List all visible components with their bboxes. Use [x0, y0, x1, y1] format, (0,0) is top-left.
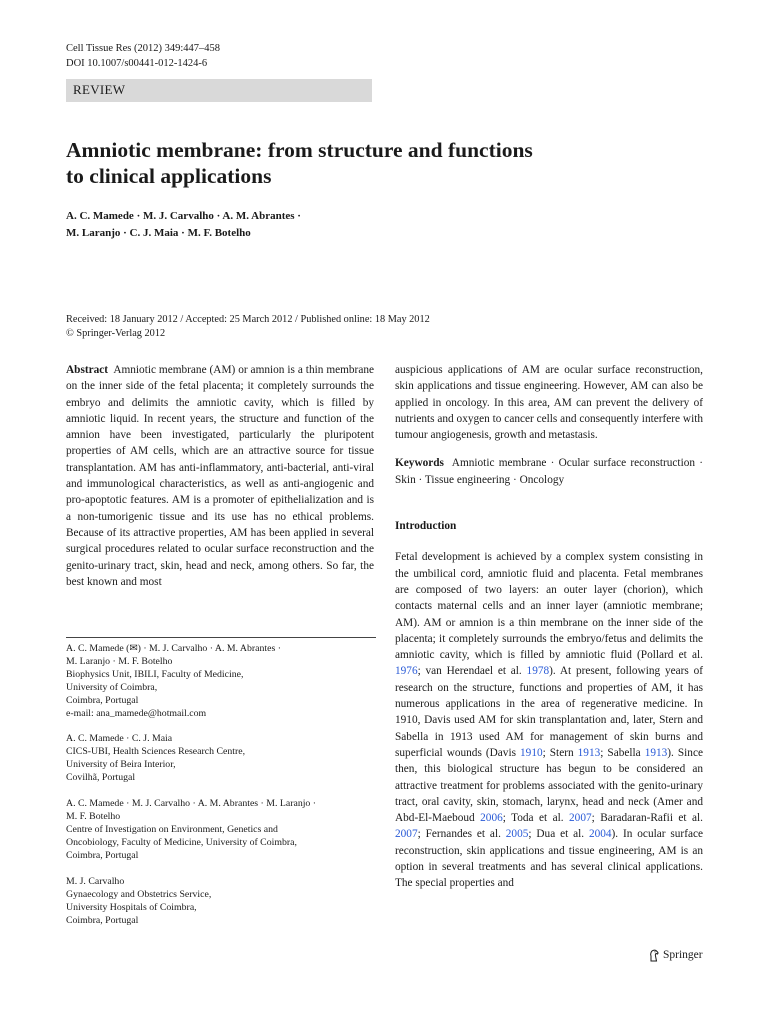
author-line[interactable]: M. Laranjo · C. J. Maia · M. F. Botelho — [66, 227, 251, 239]
citation-link[interactable]: 1913 — [644, 746, 668, 759]
citation-link[interactable]: 1910 — [520, 746, 543, 759]
title-line: to clinical applications — [66, 164, 272, 188]
body-text: ; Baradaran-Rafii et al. — [591, 812, 703, 825]
journal-citation: Cell Tissue Res (2012) 349:447–458 — [66, 43, 221, 54]
affiliation-line: University Hospitals of Coimbra, — [66, 901, 197, 913]
affiliation-line: Coimbra, Portugal — [66, 849, 139, 861]
affiliation-line: University of Beira Interior, — [66, 758, 176, 770]
dates-line: Received: 18 January 2012 / Accepted: 25 March 2012 / Published online: 18 May 2012 — [66, 314, 430, 325]
publisher-name: Springer — [663, 949, 703, 961]
citation-link[interactable]: 2004 — [588, 828, 612, 841]
title-line: Amniotic membrane: from structure and functions — [66, 138, 533, 162]
affiliation-block — [66, 876, 376, 928]
affiliation-block — [66, 733, 376, 785]
affiliation-line: Coimbra, Portugal — [66, 914, 139, 926]
abstract-text: Amniotic membrane (AM) or amnion is a thin membrane on the inner side of the fetal placenta; it completely surrounds the embryo and delimits the amniotic cavity, which is filled by amniotic liquid. In recent years, the structure and function of the amnion have been investigated, particularly the pluripotent properties of AM cells, which are an attractive source for tissue transplantation. AM has anti-inflammatory, anti-bacterial, anti-viral and immunological characteristics, as well as anti-angiogenic and pro-apoptotic features. AM is a promoter of epithelialization and is a non-tumorigenic tissue and its use has no ethical problems. Because of its attractive properties, AM has been applied in several surgical procedures related to ocular surface reconstruction and the genito-urinary tract, skin, head and neck, among others. So far, the best known and most — [66, 364, 374, 588]
affiliation-line: Gynaecology and Obstetrics Service, — [66, 888, 212, 900]
citation-link[interactable]: 1913 — [577, 746, 601, 759]
author-line[interactable]: A. C. Mamede · M. J. Carvalho · A. M. Abrantes · — [66, 210, 301, 222]
body-text: ; Fernandes et al. — [417, 828, 506, 841]
affiliation-line: Coimbra, Portugal — [66, 694, 139, 706]
affiliation-names: A. C. Mamede (✉) · M. J. Carvalho · A. M. Abrantes · — [66, 643, 281, 654]
affiliation-line: Covilhã, Portugal — [66, 771, 136, 783]
publisher-logo — [648, 948, 703, 962]
footnote-divider — [66, 637, 376, 638]
abstract-continuation: auspicious applications of AM are ocular surface reconstruction, skin applications and tissue engineering. However, AM can also be applied in oncology. In this area, AM can prevent the delivery of nutrients and oxygen to cancer cells and consequently interfere with tumour angiogenesis, growth and metastasis. — [395, 364, 703, 442]
section-heading-introduction: Introduction — [395, 520, 457, 533]
affiliation-block — [66, 798, 376, 863]
citation-link[interactable]: 2007 — [569, 812, 592, 825]
abstract-label: Abstract — [66, 364, 109, 376]
keywords-text: Amniotic membrane · Ocular surface reconstruction · Skin · Tissue engineering · Oncology — [395, 457, 703, 486]
keywords-label: Keywords — [395, 457, 444, 470]
body-text: ). Since then, this biological structure has begun to be considered an attractive treatment for problems associated with the genito-urinary tract, oral cavity, skin, stomach, larynx, head and neck (Amer and Abd-El-Maeboud — [395, 746, 703, 825]
affiliation-line: Oncobiology, Faculty of Medicine, University of Coimbra, — [66, 836, 297, 848]
abstract — [66, 362, 374, 590]
keywords — [395, 455, 703, 488]
copyright-line: © Springer-Verlag 2012 — [66, 328, 166, 339]
affiliation-line: Centre of Investigation on Environment, Genetics and — [66, 823, 278, 835]
body-text: Fetal development is achieved by a complex system consisting in the umbilical cord, amniotic fluid and placenta. Fetal membranes are composed of two layers: an outer layer (chorion), which contacts maternal cells and an inner layer (amniotic membrane; AM). AM or amnion is a thin membrane on the inner side of the placenta; it completely surrounds the embryo/fetus and delimits the amniotic cavity, which is filled by amniotic fluid (Pollard et al. — [395, 551, 703, 662]
email-link[interactable]: e-mail: ana_mamede@hotmail.com — [66, 707, 207, 719]
journal-header — [66, 41, 220, 71]
body-text: ; Toda et al. — [502, 812, 570, 825]
publication-dates — [66, 313, 686, 341]
article-type-banner: REVIEW — [66, 79, 372, 102]
affiliation-line: University of Coimbra, — [66, 681, 158, 693]
body-text: ; Dua et al. — [528, 828, 589, 841]
author-list — [66, 208, 466, 242]
introduction-paragraph — [395, 549, 703, 891]
affiliation-block — [66, 643, 376, 720]
affiliation-names: A. C. Mamede · M. J. Carvalho · A. M. Abrantes · M. Laranjo · — [66, 798, 317, 809]
left-column — [66, 362, 374, 590]
citation-link[interactable]: 1978 — [526, 665, 550, 678]
body-text: ; van Herendael et al. — [417, 665, 527, 678]
right-column — [395, 362, 703, 892]
affiliation-line: Biophysics Unit, IBILI, Faculty of Medicine, — [66, 668, 244, 680]
body-text: ). At present, following years of research on the structure, functions and properties of AM, it has numerous applications in the area of regenerative medicine. In 1910, Davis used AM for skin transplantation and, later, Stern and Sabella in 1913 used AM for management of skin burns and superficial wounds (Davis — [395, 665, 703, 759]
body-text: ). In ocular surface reconstruction, skin applications and tissue engineering, AM is an option in several treatments and has several clinical applications. The special properties and — [395, 828, 703, 890]
citation-link[interactable]: 2005 — [505, 828, 529, 841]
body-text: ; Stern — [542, 746, 578, 759]
doi[interactable]: DOI 10.1007/s00441-012-1424-6 — [66, 58, 208, 69]
affiliation-names: M. J. Carvalho — [66, 876, 125, 887]
affiliation-names: M. F. Botelho — [66, 810, 121, 822]
citation-link[interactable]: 2006 — [480, 812, 503, 825]
citation-link[interactable]: 2007 — [395, 828, 418, 841]
springer-horse-icon — [648, 949, 660, 962]
body-text: ; Sabella — [600, 746, 645, 759]
citation-link[interactable]: 1976 — [395, 665, 418, 678]
affiliation-line: CICS-UBI, Health Sciences Research Centre, — [66, 745, 246, 757]
affiliation-names: A. C. Mamede · C. J. Maia — [66, 733, 173, 744]
article-title — [66, 137, 626, 189]
affiliation-names: M. Laranjo · M. F. Botelho — [66, 655, 173, 667]
